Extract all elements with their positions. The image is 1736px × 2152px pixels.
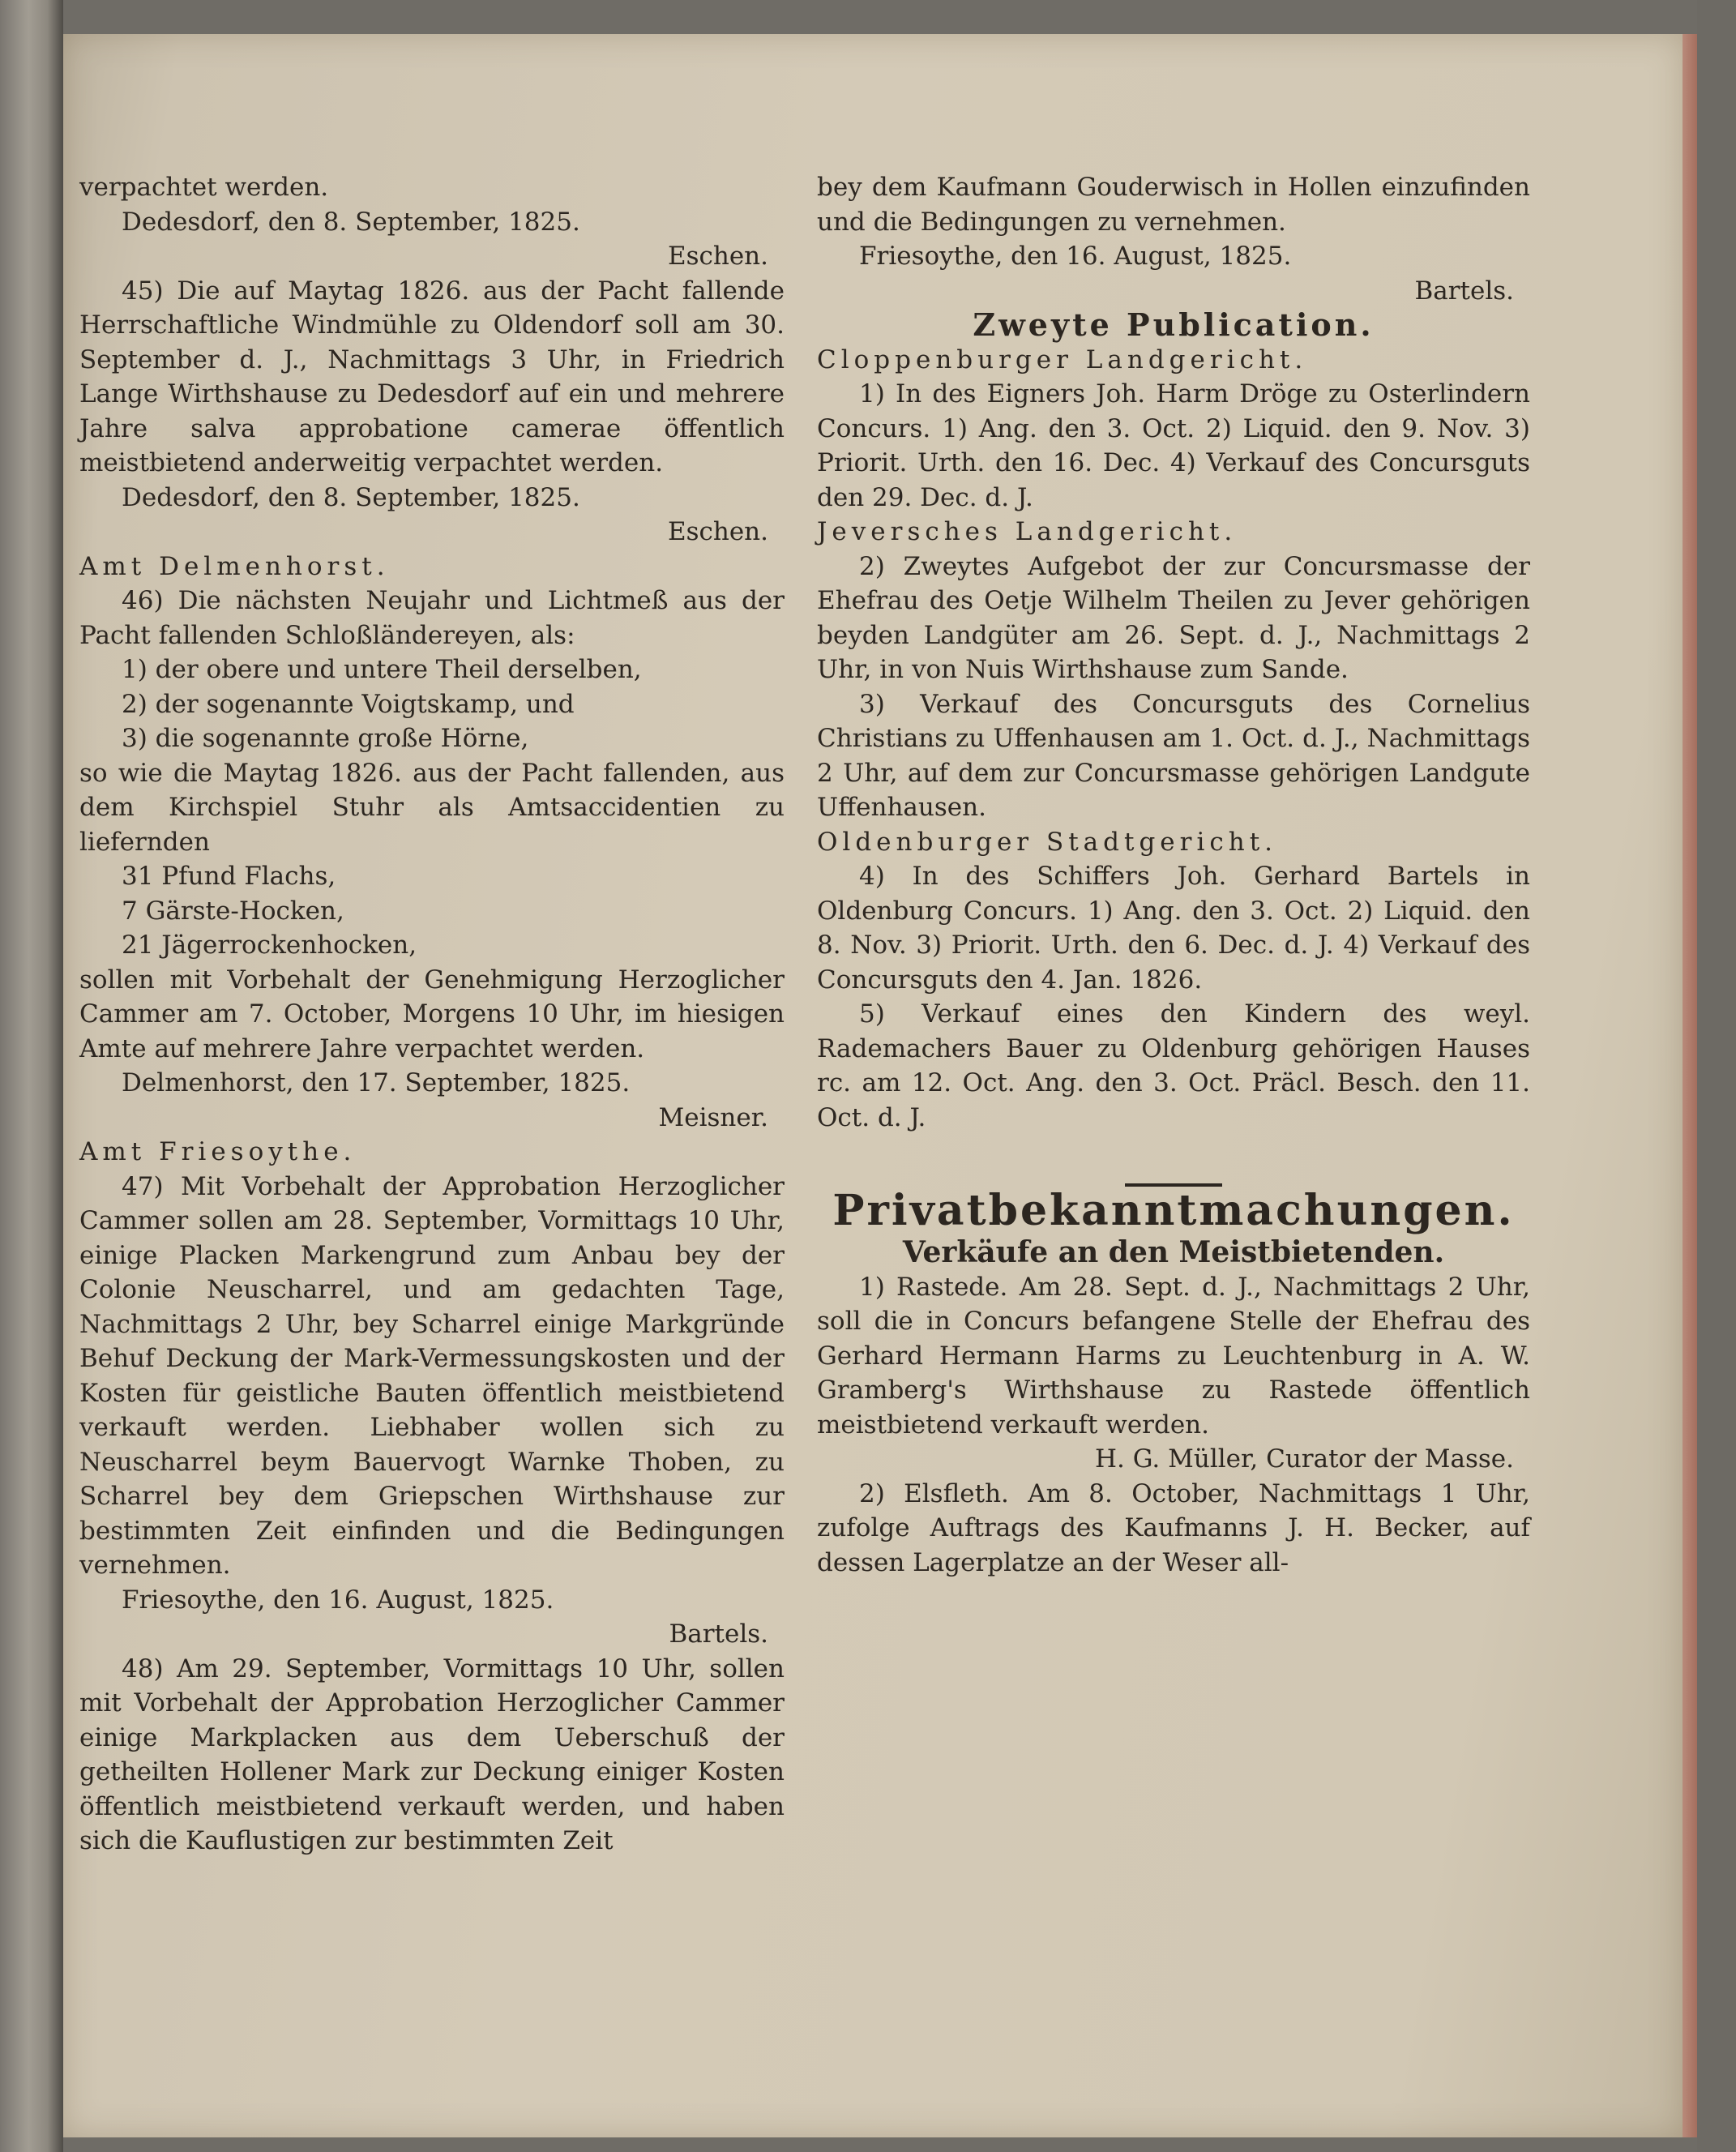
signature: Bartels. [1414,276,1514,306]
text-paragraph: 4) In des Schiffers Joh. Gerhard Bartels in Oldenburg Concurs. 1) Ang. den 3. Oct. 2) Liquid. den 8. Nov. 3) Priorit. Urth. den 6. Dec. d. J. 4) Verkauf des Concursguts den 4. Jan. 1826. [817,862,1530,995]
text-paragraph: 1) Rastede. Am 28. Sept. d. J., Nachmittags 2 Uhr, soll die in Concurs befangene Stelle der Ehefrau des Gerhard Hermann Harms zu Leuchtenburg in A. W. Gramberg's Wirthshause zu Rastede öffentlich meistbietend verkauft werden. [817,1272,1530,1440]
text-paragraph: 2) der sogenannte Voigtskamp, und [122,689,575,719]
signature: H. G. Müller, Curator der Masse. [1095,1444,1514,1474]
text-paragraph: Friesoythe, den 16. August, 1825. [859,242,1292,271]
publication-heading: Zweyte Publication. [973,306,1375,343]
text-paragraph: 3) Verkauf des Concursguts des Cornelius Christians zu Uffenhausen am 1. Oct. d. J., Nachmittags 2 Uhr, auf dem zur Concursmasse gehörigen Landgute Uffenhausen. [817,689,1530,822]
text-paragraph: Dedesdorf, den 8. September, 1825. [122,207,580,237]
text-paragraph: Dedesdorf, den 8. September, 1825. [122,482,580,512]
text-paragraph: 1) In des Eigners Joh. Harm Dröge zu Osterlindern Concurs. 1) Ang. den 3. Oct. 2) Liquid. den 9. Nov. 3) Priorit. Urth. den 16. Dec. 4) Verkauf des Concursguts den 29. Dec. d. J. [817,379,1530,512]
text-paragraph: 45) Die auf Maytag 1826. aus der Pacht fallende Herrschaftliche Windmühle zu Oldendorf soll am 30. September d. J., Nachmittags 3 Uhr, in Friedrich Lange Wirthshause zu Dedesdorf auf ein und mehrere Jahre salva approbatione camerae öffentlich meistbietend anderweitig verpachtet werden. [79,276,785,477]
text-paragraph: so wie die Maytag 1826. aus der Pacht fallenden, aus dem Kirchspiel Stuhr als Amtsaccidentien zu liefernden [79,758,785,857]
main-heading: Privatbekanntmachungen. [832,1186,1515,1235]
signature: Bartels. [669,1619,768,1649]
section-heading: Amt Friesoythe. [79,1137,357,1166]
right-column [817,170,1530,1580]
text-paragraph: 1) der obere und untere Theil derselben, [122,655,642,684]
text-paragraph: Delmenhorst, den 17. September, 1825. [122,1068,631,1097]
text-paragraph: 3) die sogenannte große Hörne, [122,724,529,753]
text-paragraph: 2) Zweytes Aufgebot der zur Concursmasse der Ehefrau des Oetje Wilhelm Theilen zu Jever gehörigen beyden Landgüter am 26. Sept. d. J., Nachmittags 2 Uhr, in von Nuis Wirthshause zum Sande. [817,551,1530,684]
signature: Meisner. [658,1102,768,1132]
section-heading: Cloppenburger Landgericht. [817,344,1308,374]
text-paragraph: 31 Pfund Flachs, [122,862,336,891]
text-paragraph: 21 Jägerrockenhocken, [122,931,417,960]
scan-background [1697,0,1736,2152]
page-edge [1683,34,1697,2137]
section-heading: Jeversches Landgericht. [817,517,1238,546]
text-paragraph: 7 Gärste-Hocken, [122,896,344,926]
section-heading: Amt Delmenhorst. [79,551,390,581]
text-paragraph: 2) Elsfleth. Am 8. October, Nachmittags 1 Uhr, zufolge Auftrags des Kaufmanns J. H. Becker, auf dessen Lagerplatze an der Weser all- [817,1478,1530,1577]
text-paragraph: sollen mit Vorbehalt der Genehmigung Herzoglicher Cammer am 7. October, Morgens 10 Uhr, im hiesigen Amte auf mehrere Jahre verpachtet werden. [79,965,785,1063]
signature: Eschen. [667,517,768,546]
signature: Eschen. [667,242,768,271]
text-paragraph: bey dem Kaufmann Gouderwisch in Hollen einzufinden und die Bedingungen zu vernehmen. [817,173,1530,237]
left-column [79,170,785,1859]
text-paragraph: 47) Mit Vorbehalt der Approbation Herzoglicher Cammer sollen am 28. September, Vormittags 10 Uhr, einige Placken Markengrund zum Anbau bey der Colonie Neuscharrel, und am gedachten Tage, Nachmittags 2 Uhr, bey Scharrel einige Markgründe Behuf Deckung der Mark-Vermessungskosten und der Kosten für geistliche Bauten öffentlich meistbietend verkauft werden. Liebhaber wollen sich zu Neuscharrel beym Bauervogt Warnke Thoben, zu Scharrel bey dem Griepschen Wirthshause zur bestimmten Zeit einfinden und die Bedingungen vernehmen. [79,1171,785,1580]
sub-heading: Verkäufe an den Meistbietenden. [902,1235,1445,1269]
text-paragraph: Friesoythe, den 16. August, 1825. [122,1585,554,1615]
section-heading: Oldenburger Stadtgericht. [817,827,1278,857]
text-paragraph: 46) Die nächsten Neujahr und Lichtmeß aus der Pacht fallenden Schloßländereyen, als: [79,586,785,650]
text-paragraph: 5) Verkauf eines den Kindern des weyl. Rademachers Bauer zu Oldenburg gehörigen Hauses rc. am 12. Oct. Ang. den 3. Oct. Präcl. Besch. den 11. Oct. d. J. [817,999,1530,1132]
text-paragraph: 48) Am 29. September, Vormittags 10 Uhr, sollen mit Vorbehalt der Approbation Herzoglicher Cammer einige Markplacken aus dem Ueberschuß der getheilten Hollener Mark zur Deckung einiger Kosten öffentlich meistbietend verkauft werden, und haben sich die Kauflustigen zur bestimmten Zeit [79,1654,785,1855]
previous-page-edge [0,0,63,2152]
text-paragraph: verpachtet werden. [79,173,329,202]
